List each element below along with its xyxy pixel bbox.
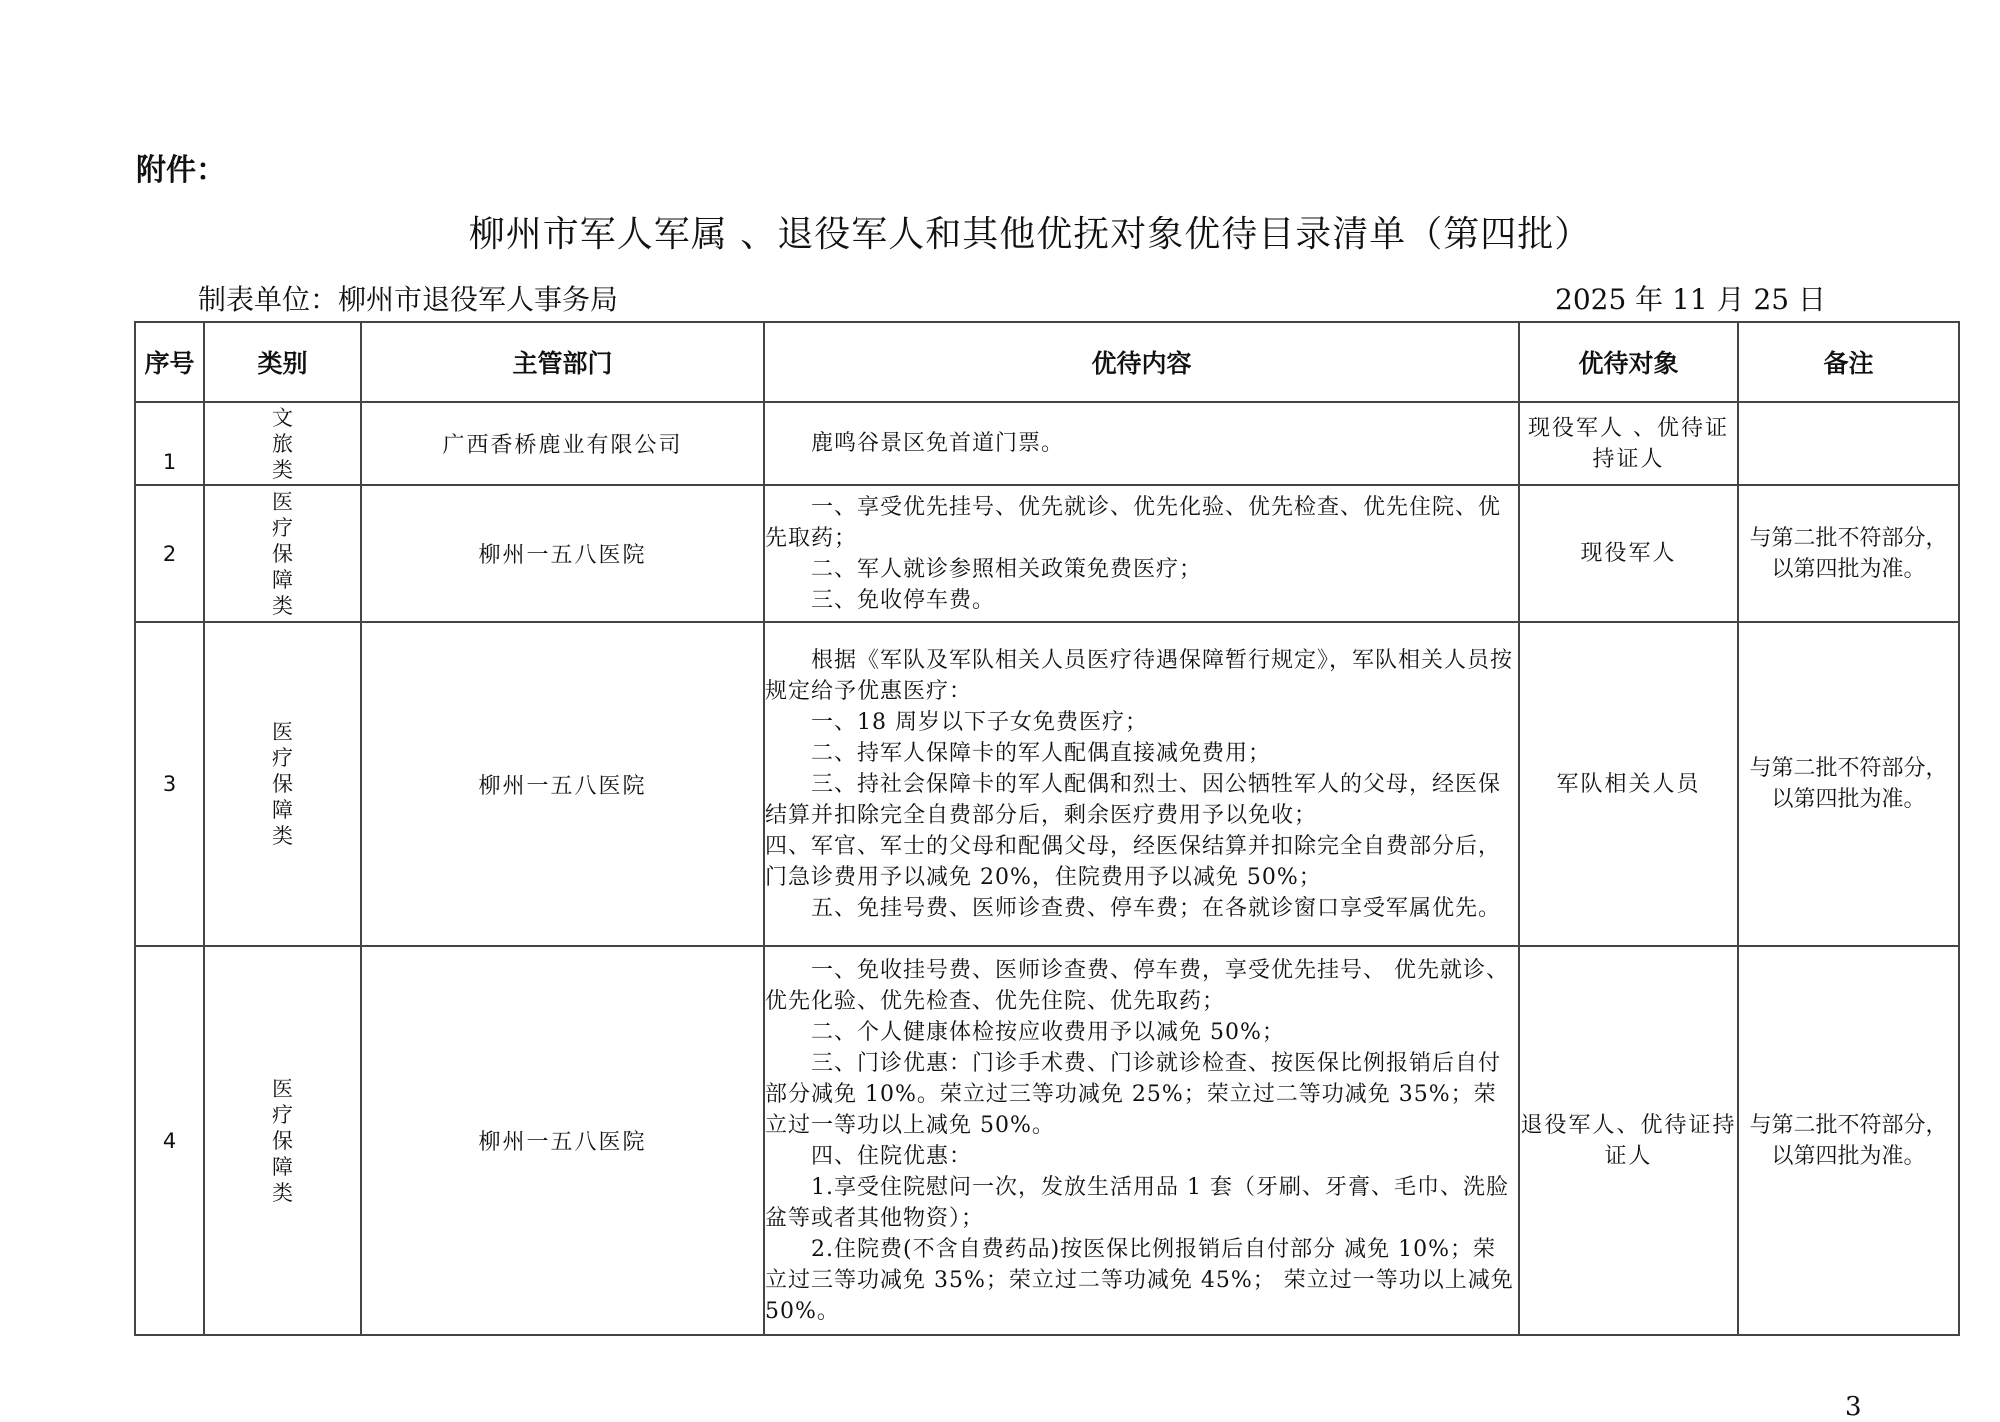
table-row: [135, 485, 1959, 622]
row-department: 广西香桥鹿业有限公司: [361, 402, 764, 485]
row-department: 柳州一五八医院: [361, 485, 764, 622]
category-text: 文旅类: [272, 405, 293, 482]
row-content: [764, 402, 1519, 485]
content-line: 二、个人健康体检按应收费用予以减免 50%；: [811, 1019, 1285, 1045]
row-index: [135, 402, 204, 485]
row-note: 与第二批不符部分，以第四批为准。: [1738, 485, 1959, 622]
row-content: [764, 485, 1519, 622]
table-row: [135, 402, 1959, 485]
row-index: 3: [135, 622, 204, 946]
column-header-index: 序号: [135, 322, 204, 402]
content-line: 根据《军队及军队相关人员医疗待遇保障暂行规定》，军队相关人员按规定给予优惠医疗：: [765, 647, 1514, 704]
column-header-content: 优待内容: [764, 322, 1519, 402]
row-category: [204, 622, 361, 946]
content-line: 二、军人就诊参照相关政策免费医疗；: [811, 556, 1203, 582]
table-row: [135, 946, 1959, 1335]
content-line: 一、免收挂号费、医师诊查费、停车费，享受优先挂号、 优先就诊、优先化验、优先检查、优先住院、优先取药；: [765, 957, 1509, 1014]
column-header-department: 主管部门: [361, 322, 764, 402]
row-department: 柳州一五八医院: [361, 622, 764, 946]
preferential-treatment-table: [134, 321, 1960, 1336]
row-note: [1738, 402, 1959, 485]
content-line: 鹿鸣谷景区免首道门票。: [811, 431, 1065, 456]
content-line: 一、享受优先挂号、优先就诊、优先化验、优先检查、优先住院、优先取药；: [765, 494, 1502, 551]
content-line: 1.享受住院慰问一次，发放生活用品 1 套（牙刷、牙膏、毛巾、洗脸盆等或者其他物资）；: [765, 1174, 1509, 1231]
row-note: 与第二批不符部分，以第四批为准。: [1738, 946, 1959, 1335]
content-line: 一、18 周岁以下子女免费医疗；: [811, 709, 1148, 735]
content-line: 三、持社会保障卡的军人配偶和烈士、因公牺牲军人的父母，经医保结算并扣除完全自费部分后，剩余医疗费用予以免收；: [765, 771, 1502, 828]
row-index-text: 1: [162, 450, 177, 474]
table-header-row: [135, 322, 1959, 402]
row-category: [204, 485, 361, 622]
row-note: 与第二批不符部分，以第四批为准。: [1738, 622, 1959, 946]
content-line: 四、军官、军士的父母和配偶父母，经医保结算并扣除完全自费部分后，门急诊费用予以减免 20%，住院费用予以减免 50%；: [765, 833, 1502, 890]
row-index: 2: [135, 485, 204, 622]
document-date: 2025 年 11 月 25 日: [1555, 283, 1827, 316]
row-category: [204, 946, 361, 1335]
row-department: 柳州一五八医院: [361, 946, 764, 1335]
content-line: 四、住院优惠：: [811, 1143, 973, 1169]
attachment-label: 附件：: [136, 153, 226, 188]
row-content: [764, 946, 1519, 1335]
content-line: 三、免收停车费。: [811, 587, 996, 613]
column-header-category: 类别: [204, 322, 361, 402]
column-header-note: 备注: [1738, 322, 1959, 402]
category-text: 医疗保障类: [272, 720, 293, 848]
content-line: 三、门诊优惠：门诊手术费、门诊就诊检查、按医保比例报销后自付部分减免 10%。荣立过三等功减免 25%；荣立过二等功减免 35%；荣立过一等功以上减免 50%。: [765, 1050, 1502, 1138]
column-header-target: 优待对象: [1519, 322, 1738, 402]
document-title: 柳州市军人军属 、退役军人和其他优抚对象优待目录清单（第四批）: [468, 214, 1592, 255]
content-line: 2.住院费(不含自费药品)按医保比例报销后自付部分 减免 10%；荣立过三等功减免 35%；荣立过二等功减免 45%； 荣立过一等功以上减免 50%。: [765, 1236, 1514, 1324]
row-index: 4: [135, 946, 204, 1335]
compiler-unit: 制表单位：柳州市退役军人事务局: [198, 283, 619, 316]
row-category: [204, 402, 361, 485]
page-number: 3: [1845, 1392, 1862, 1422]
row-target: 退役军人、优待证持证人: [1519, 946, 1738, 1335]
category-text: 医疗保障类: [272, 489, 293, 618]
category-text: 医疗保障类: [272, 1076, 293, 1205]
row-content: [764, 622, 1519, 946]
content-line: 二、持军人保障卡的军人配偶直接减免费用；: [811, 740, 1272, 766]
table-row: [135, 622, 1959, 946]
content-line: 五、免挂号费、医师诊查费、停车费；在各就诊窗口享受军属优先。: [811, 895, 1502, 921]
row-target: 现役军人 、优待证持证人: [1519, 402, 1738, 485]
row-target: 军队相关人员: [1519, 622, 1738, 946]
row-target: 现役军人: [1519, 485, 1738, 622]
